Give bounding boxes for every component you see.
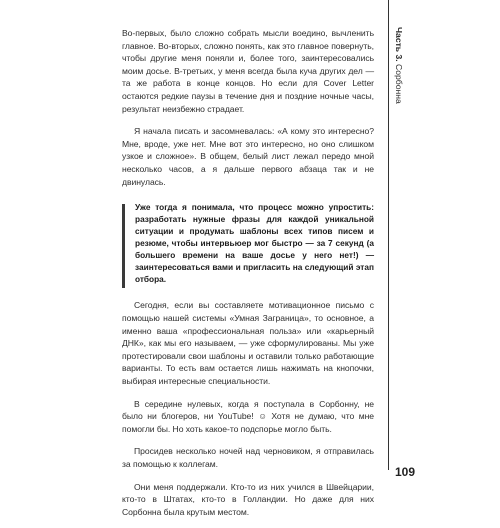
main-text-column bbox=[122, 27, 374, 528]
running-head-title: Сорбонна bbox=[394, 64, 404, 104]
paragraph-6: Они меня поддержали. Кто-то из них учился в Швейцарии, кто-то в Штатах, кто-то в Голландии. Но даже для них Сорбонна была крутым местом. bbox=[122, 481, 374, 517]
page-number: 109 bbox=[395, 465, 416, 479]
paragraph-4: В середине нулевых, когда я поступала в Сорбонну, не было ни блогеров, ни YouTube! ☺ Хотя не думаю, что мне помогли бы. Но хоть какое-то подспорье могло быть. bbox=[122, 398, 374, 434]
callout-text: Уже тогда я понимала, что процесс можно упростить: разработать нужные фразы для каждой уникальной ситуации и продумать шаблоны всех типов писем и резюме, чтобы интервьюер мог быстро — за 7 секунд (а большего времени на ваше досье у него нет!) — заинтересоваться вами и пригласить на следующий этап отбора. bbox=[135, 202, 374, 284]
callout-quote bbox=[122, 202, 374, 285]
paragraph-3: Сегодня, если вы составляете мотивационное письмо с помощью нашей системы «Умная Заграница», то основное, а именно ваша «профессиональная польза» или «карьерный ДНК», как мы его называем, — уже сформулированы. Мы уже протестировали свои шаблоны и оставили только работающие варианты. То есть вам остается лишь нажимать на кнопочки, выбирая интересные специальности. bbox=[122, 300, 374, 387]
paragraph-2: Я начала писать и засомневалась: «А кому это интересно? Мне, вроде, уже нет. Мне вот это интересно, но оно слишком узкое и сложное». В общем, белый лист лежал передо мной несколько часов, а я дальше первого абзаца так и не двинулась. bbox=[122, 126, 374, 187]
running-head-part: Часть 3. bbox=[394, 27, 404, 62]
paragraph-1: Во-первых, было сложно собрать мысли воедино, вычленить главное. Во-вторых, сложно понять, как это главное повернуть, чтобы другие меня поняли и, более того, заинтересовались моим досье. В-третьих, у меня всегда была куча других дел — та же работа в конце концов. Но если для Cover Letter остаются редкие паузы в течение дня и поздние ночные часы, результат неизбежно страдает. bbox=[122, 28, 374, 114]
paragraph-5: Просидев несколько ночей над черновиком, я отправилась за помощью к коллегам. bbox=[122, 446, 374, 469]
margin-rule bbox=[388, 0, 389, 470]
running-head bbox=[394, 27, 404, 104]
callout-bar bbox=[122, 204, 125, 288]
